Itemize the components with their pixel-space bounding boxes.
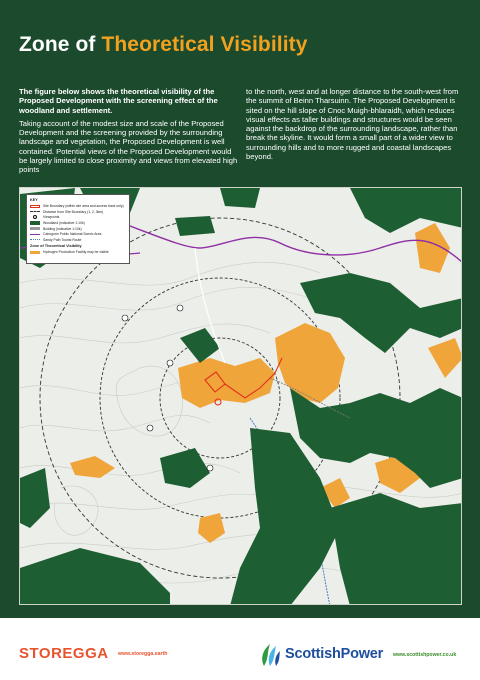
key-swatch-site-boundary bbox=[30, 205, 40, 208]
key-label: Building (indicative 1:10k) bbox=[43, 226, 82, 231]
page-title bbox=[19, 33, 308, 57]
scottishpower-url[interactable]: www.scottishpower.co.uk bbox=[393, 652, 457, 658]
key-swatch-scenic-area bbox=[30, 234, 40, 235]
key-swatch-viewpoint bbox=[33, 215, 37, 219]
key-label: Viewpoints bbox=[43, 215, 60, 220]
title-part-1: Zone of bbox=[19, 33, 102, 56]
key-subheading: Zone of Theoretical Visibility bbox=[30, 244, 82, 249]
storegga-url[interactable]: www.storegga.earth bbox=[118, 651, 168, 657]
key-item-tourist-route bbox=[30, 237, 126, 243]
text-column-left bbox=[19, 87, 241, 179]
title-part-2: Theoretical Visibility bbox=[101, 33, 308, 56]
key-item-ztv bbox=[30, 250, 126, 256]
key-swatch-building bbox=[30, 227, 40, 230]
body-paragraph-2: Taking account of the modest size and scale of the Proposed Development and the screening provided by the surrounding landscape and vegetation, the Proposed Development is well contained. Potential views of the Proposed Development would be largely limited to close proximity and views from elevated high points bbox=[19, 118, 238, 175]
key-label: Sandy Path Tourist Route bbox=[43, 237, 82, 242]
key-heading: KEY bbox=[30, 198, 38, 202]
key-label: Site Boundary (within site area and access track only) bbox=[43, 204, 124, 209]
ztv-map bbox=[19, 187, 462, 605]
key-label: Woodland (indicative 1:10k) bbox=[43, 221, 85, 226]
lead-paragraph: The figure below shows the theoretical visibility of the Proposed Development with the screening effect of the woodland and settlement. bbox=[19, 87, 218, 115]
storegga-logo: STOREGGA bbox=[19, 645, 109, 662]
key-label: Distance from Site Boundary (1, 2, 3km) bbox=[43, 209, 104, 214]
body-paragraph-3: to the north, west and at longer distance to the south-west from the summit of Beinn Tharsuinn. The Proposed Development is sited on the hill slope of Cnoc Muigh-bhlaraidh, which reduces visual effects as taller buildings and structures would be seen against the backdrop of the surrounding landscape, rather than break the skyline. It would form a small part of a wider view to surrounding hills and to more rugged and coastal landscapes beyond. bbox=[246, 87, 459, 162]
text-column-right bbox=[246, 87, 462, 165]
key-swatch-tourist-route bbox=[30, 239, 40, 240]
key-label: Cairngorm Public National Scenic Area bbox=[43, 232, 102, 237]
key-label: Hydrogen Production Facility may be visible bbox=[43, 250, 109, 255]
key-swatch-ztv bbox=[30, 251, 40, 254]
key-item-site-boundary bbox=[30, 204, 126, 210]
key-swatch-woodland bbox=[30, 221, 40, 224]
map-key bbox=[26, 194, 130, 264]
key-swatch-distance bbox=[30, 211, 40, 212]
scottishpower-mark-icon bbox=[258, 642, 282, 668]
scottishpower-logo: ScottishPower bbox=[285, 646, 384, 662]
